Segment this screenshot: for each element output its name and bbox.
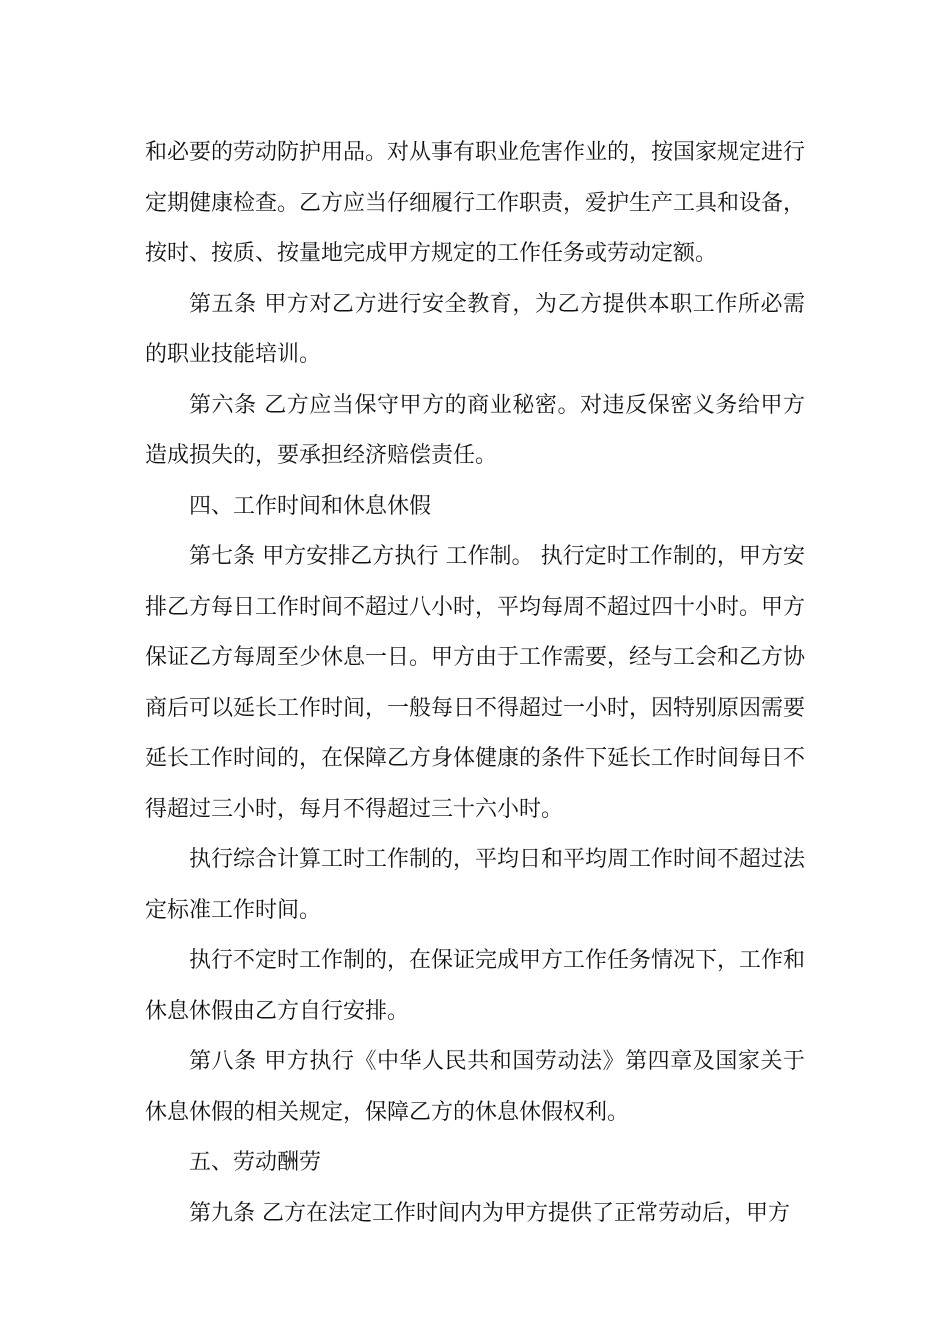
- paragraph-flexible-hours: 执行不定时工作制的，在保证完成甲方工作任务情况下，工作和休息休假由乙方自行安排。: [145, 948, 806, 1024]
- paragraph-article-5: 第五条 甲方对乙方进行安全教育，为乙方提供本职工作所必需的职业技能培训。: [145, 291, 805, 367]
- paragraph-article-8: 第八条 甲方执行《中华人民共和国劳动法》第四章及国家关于休息休假的相关规定，保障乙方的休息休假权利。: [145, 1049, 805, 1125]
- section-heading-work-hours: 四、工作时间和休息休假: [189, 493, 432, 519]
- section-heading-remuneration: 五、劳动酬劳: [189, 1150, 322, 1175]
- paragraph-article-6: 第六条 乙方应当保守甲方的商业秘密。对违反保密义务给甲方造成损失的，要承担经济赔偿责任。: [145, 392, 805, 468]
- document-body: [145, 128, 805, 1239]
- paragraph-comprehensive-hours: 执行综合计算工时工作制的，平均日和平均周工作时间不超过法定标准工作时间。: [145, 847, 806, 923]
- paragraph-article-9: 第九条 乙方在法定工作时间内为甲方提供了正常劳动后，甲方: [189, 1200, 790, 1226]
- paragraph-article-7: 第七条 甲方安排乙方执行 工作制。 执行定时工作制的，甲方安排乙方每日工作时间不超过八小时，平均每周不超过四十小时。甲方保证乙方每周至少休息一日。甲方由于工作需要，经与工会和乙方协商后可以延长工作时间，一般每日不得超过一小时，因特别原因需要延长工作时间的，在保障乙方身体健康的条件下延长工作时间每日不得超过三小时，每月不得超过三十六小时。: [145, 544, 806, 822]
- paragraph-continuation: 和必要的劳动防护用品。对从事有职业危害作业的，按国家规定进行定期健康检查。乙方应当仔细履行工作职责，爱护生产工具和设备，按时、按质、按量地完成甲方规定的工作任务或劳动定额。: [145, 140, 806, 266]
